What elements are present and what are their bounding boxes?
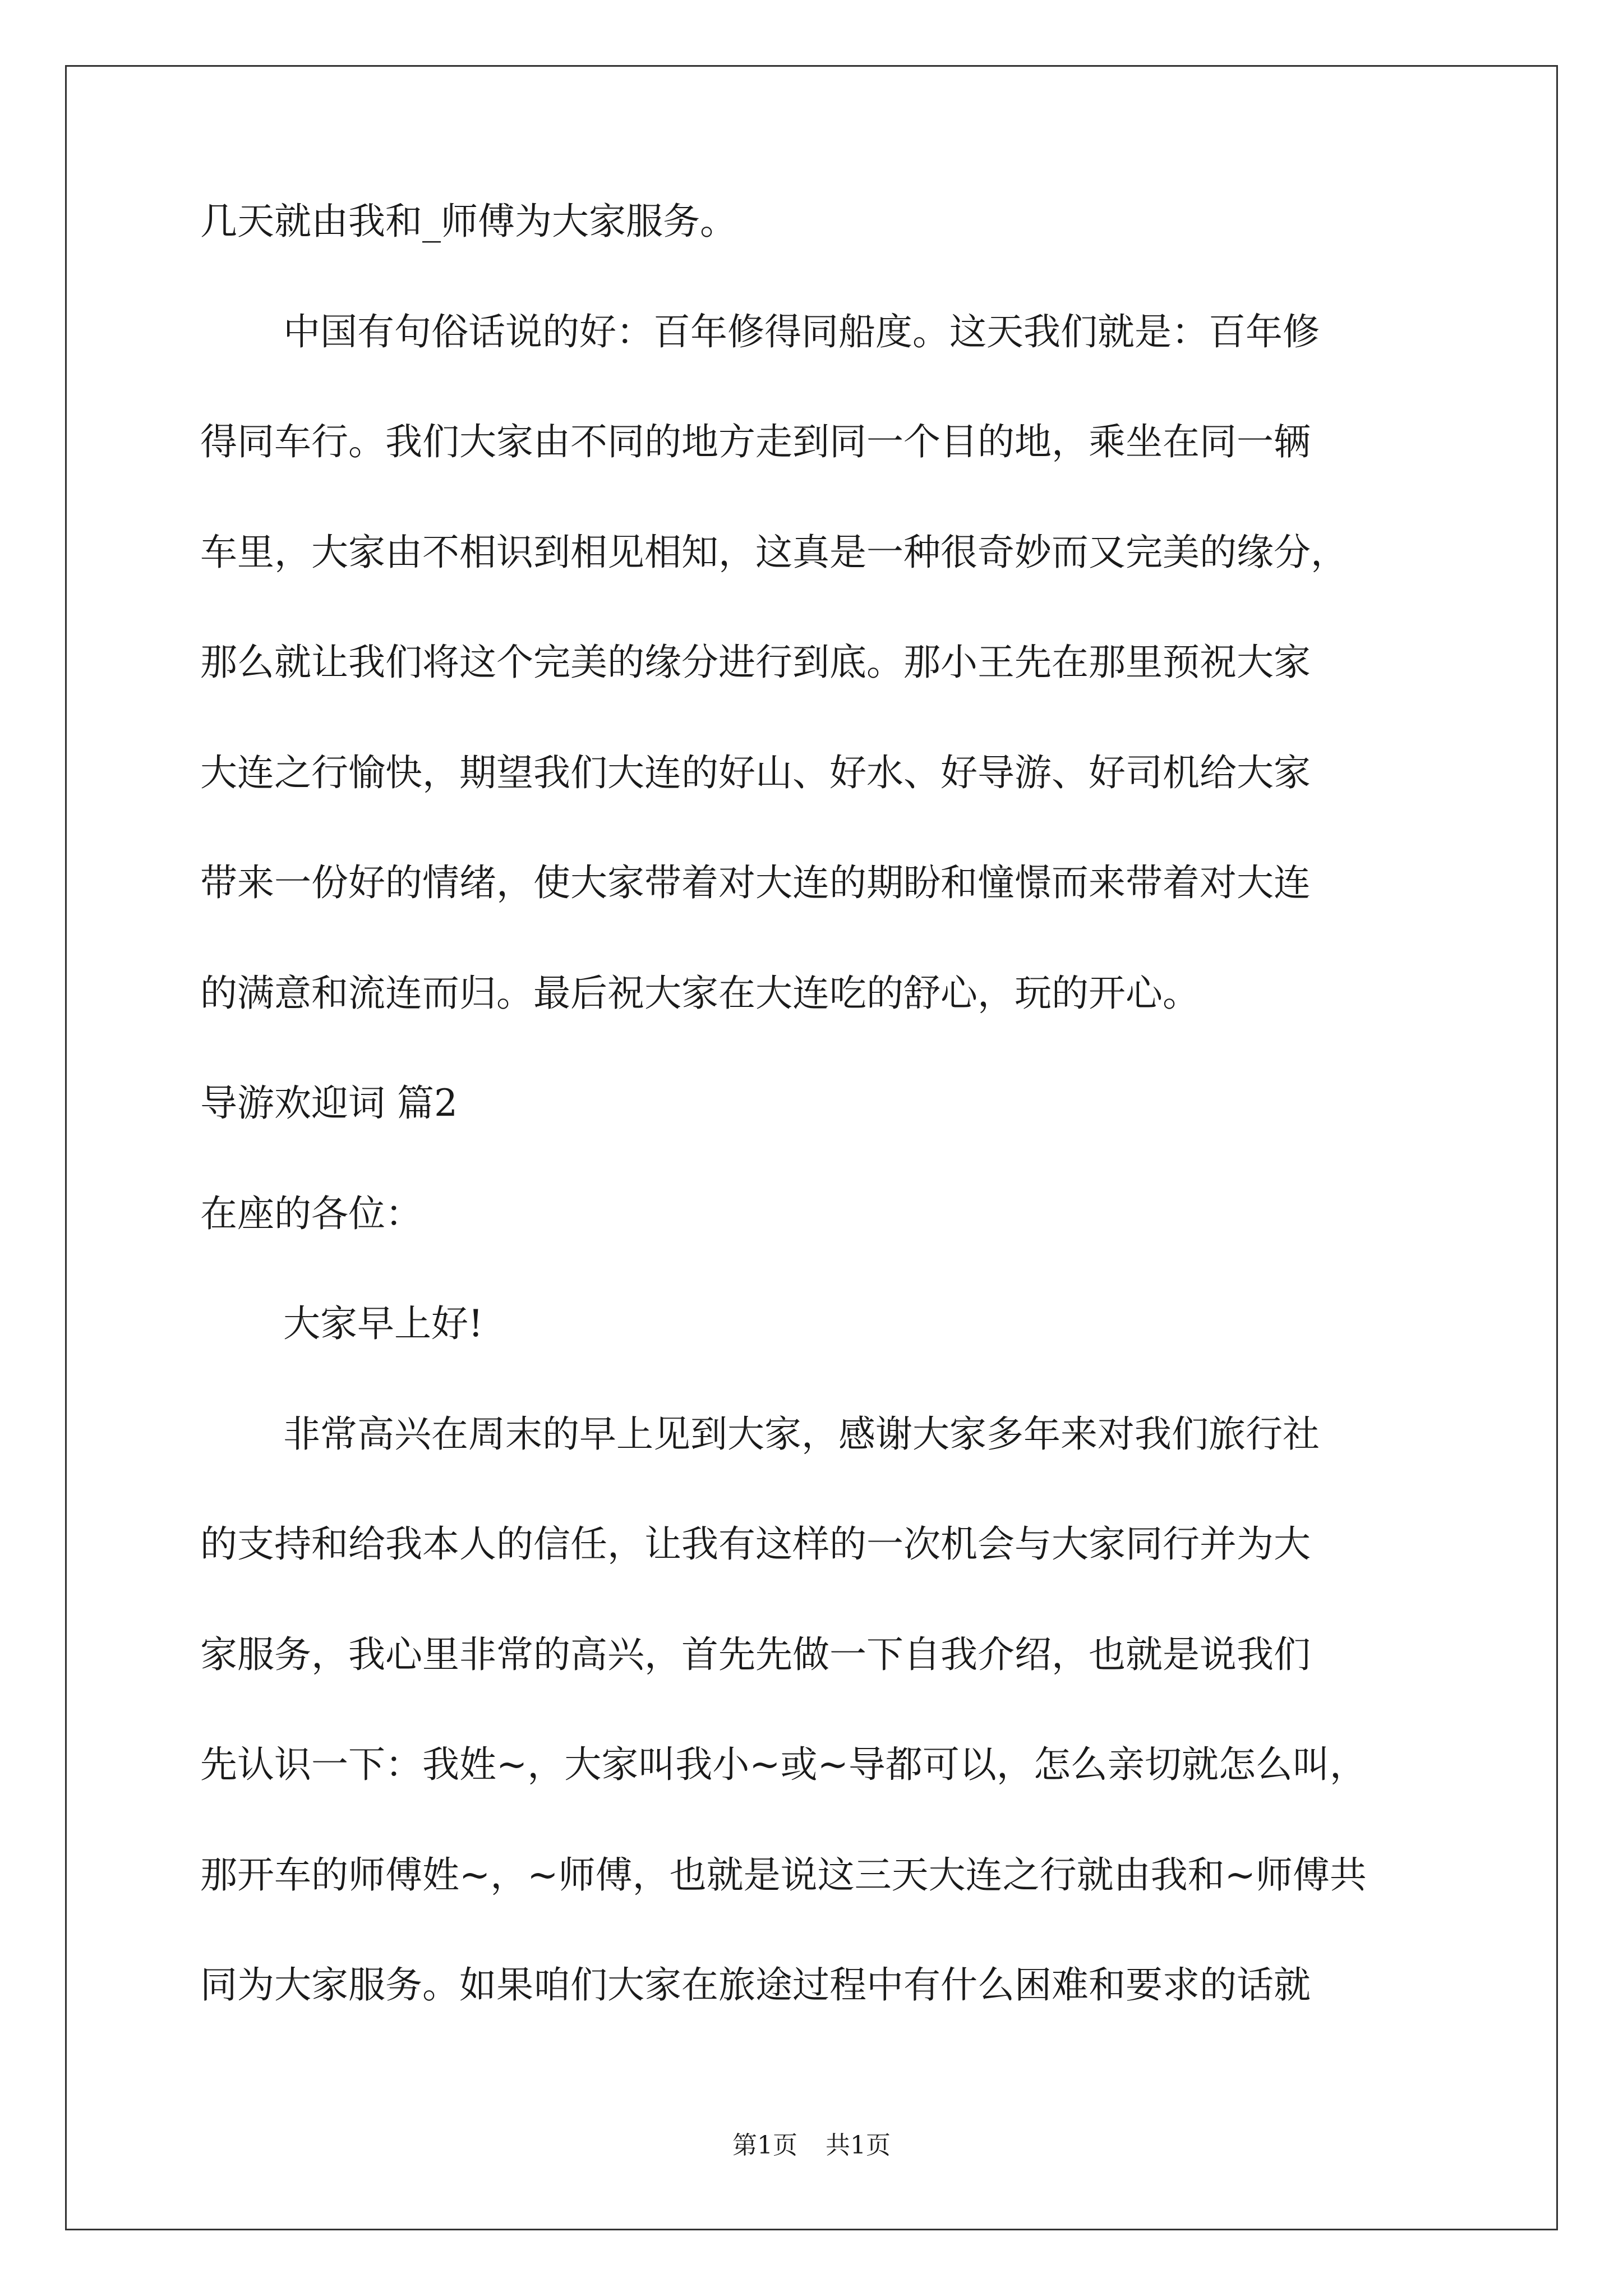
document-body [200, 202, 1434, 2076]
greeting: 大家早上好! [283, 1302, 483, 1345]
text-line-4: 车里，大家由不相识到相见相知，这真是一种很奇妙而又完美的缘分， [200, 530, 1348, 574]
text-line-2: 中国有句俗话说的好：百年修得同船度。这天我们就是：百年修 [283, 310, 1320, 353]
section-heading: 导游欢迎词 篇2 [200, 1082, 458, 1125]
text-line-15: 先认识一下：我姓~，大家叫我小~或~导都可以，怎么亲切就怎么叫， [200, 1743, 1367, 1786]
salutation: 在座的各位： [200, 1191, 422, 1235]
text-line-6: 大连之行愉快，期望我们大连的好山、好水、好导游、好司机给大家 [200, 751, 1311, 794]
text-line-3: 得同车行。我们大家由不同的地方走到同一个目的地，乘坐在同一辆 [200, 420, 1311, 463]
text-line-7: 带来一份好的情绪，使大家带着对大连的期盼和憧憬而来带着对大连 [200, 861, 1311, 904]
text-line-14: 家服务，我心里非常的高兴，首先先做一下自我介绍，也就是说我们 [200, 1632, 1311, 1676]
page-footer [0, 2132, 1623, 2160]
text-line-8: 的满意和流连而归。最后祝大家在大连吃的舒心，玩的开心。 [200, 971, 1200, 1015]
page-number-total: 共1页 [826, 2131, 891, 2160]
text-line-12: 非常高兴在周末的早上见到大家，感谢大家多年来对我们旅行社 [283, 1412, 1320, 1456]
text-line-5: 那么就让我们将这个完美的缘分进行到底。那小王先在那里预祝大家 [200, 641, 1311, 684]
page-number-current: 第1页 [732, 2131, 797, 2160]
text-line-13: 的支持和给我本人的信任，让我有这样的一次机会与大家同行并为大 [200, 1522, 1311, 1566]
text-line-16: 那开车的师傅姓~，~师傅，也就是说这三天大连之行就由我和~师傅共 [200, 1853, 1367, 1897]
text-line-1: 几天就由我和_师傅为大家服务。 [200, 200, 737, 243]
text-line-17: 同为大家服务。如果咱们大家在旅途过程中有什么困难和要求的话就 [200, 1963, 1311, 2007]
